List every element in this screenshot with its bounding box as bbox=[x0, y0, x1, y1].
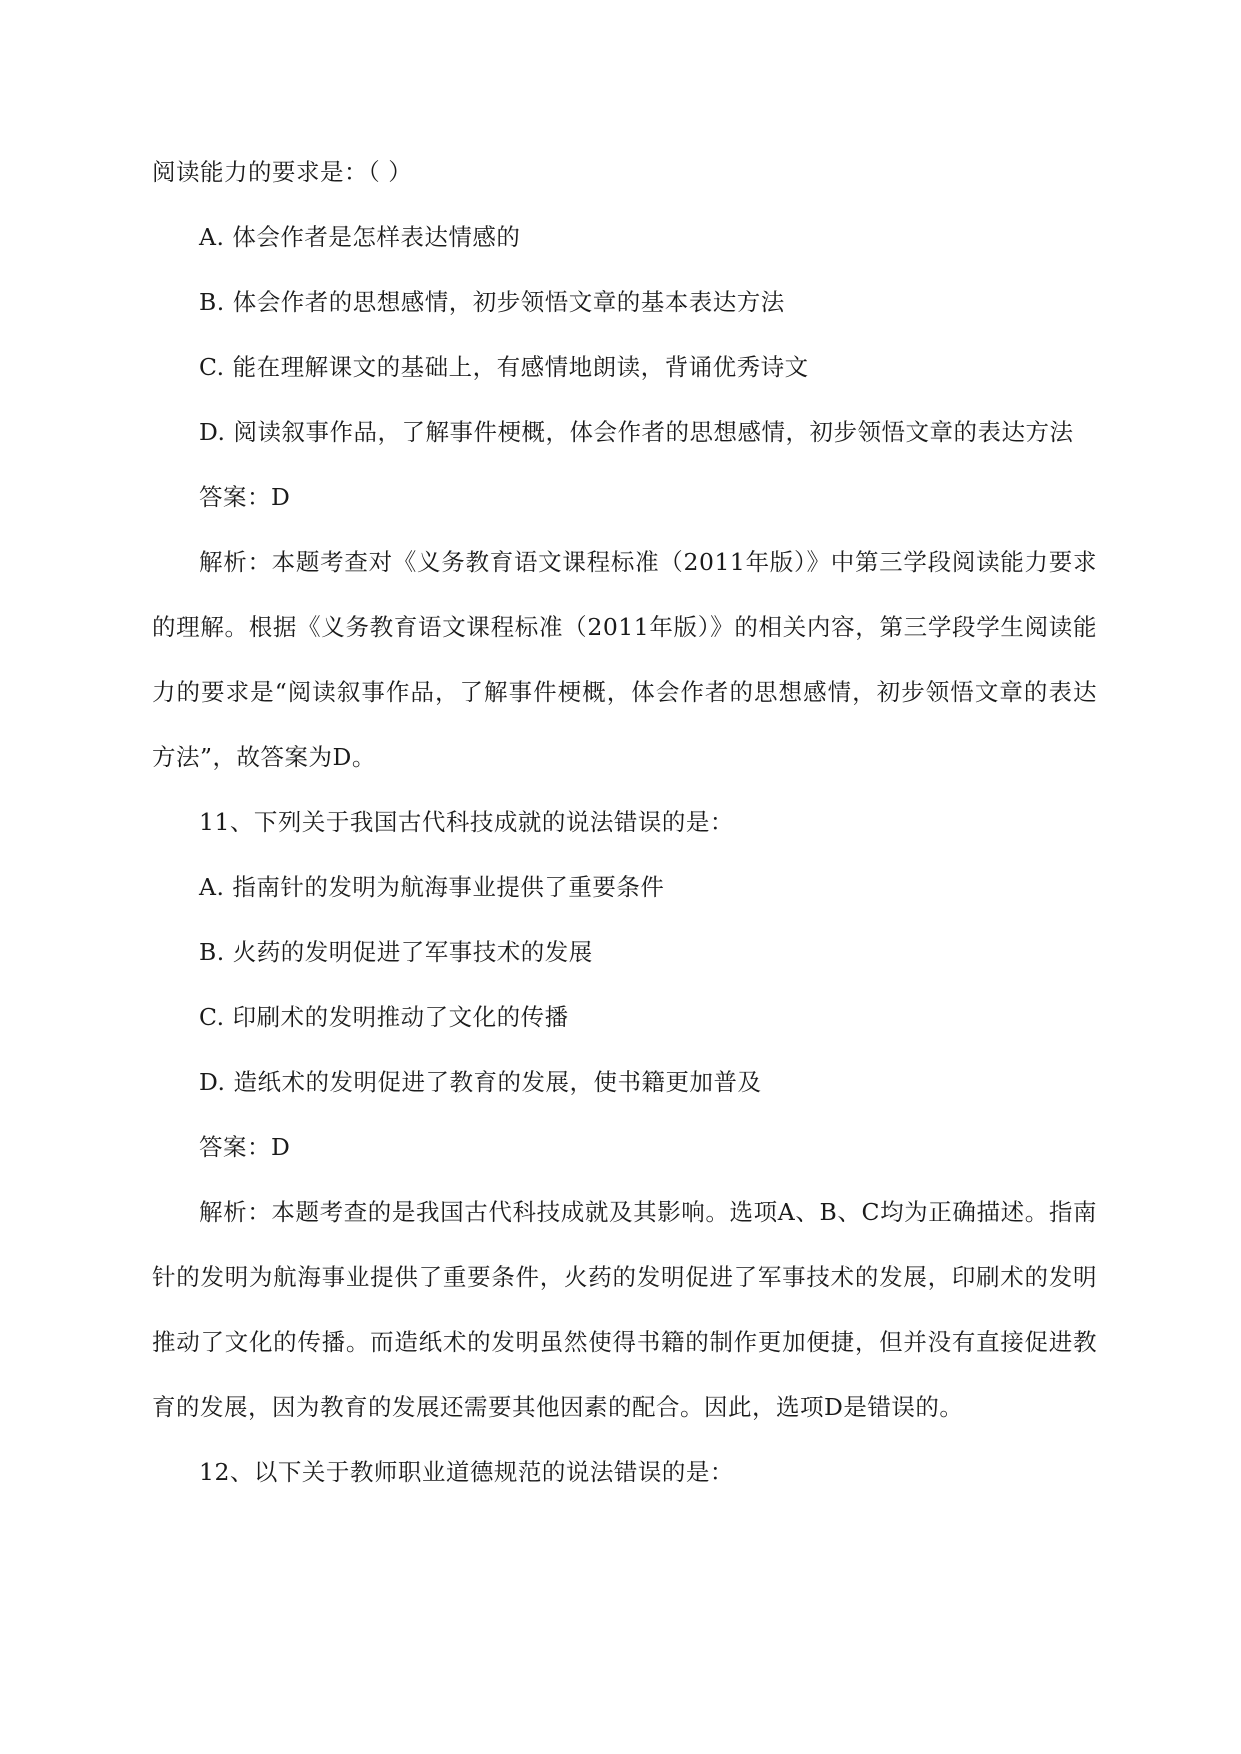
q11-option-c: C. 印刷术的发明推动了文化的传播 bbox=[199, 1003, 569, 1031]
q11-option-a: A. 指南针的发明为航海事业提供了重要条件 bbox=[199, 873, 665, 901]
q10-analysis: 解析：本题考查对《义务教育语文课程标准（2011年版）》中第三学段阅读能力要求的理解。根据《义务教育语文课程标准（2011年版）》的相关内容，第三学段学生阅读能力的要求是“阅读叙事作品，了解事件梗概，体会作者的思想感情，初步领悟文章的表达方法”，故答案为D。 bbox=[152, 548, 1097, 771]
q10-option-a: A. 体会作者是怎样表达情感的 bbox=[199, 223, 521, 251]
q11-analysis: 解析：本题考查的是我国古代科技成就及其影响。选项A、B、C均为正确描述。指南针的发明为航海事业提供了重要条件，火药的发明促进了军事技术的发展，印刷术的发明推动了文化的传播。而造纸术的发明虽然使得书籍的制作更加便捷，但并没有直接促进教育的发展，因为教育的发展还需要其他因素的配合。因此，选项D是错误的。 bbox=[152, 1198, 1097, 1421]
q10-option-d: D. 阅读叙事作品，了解事件梗概，体会作者的思想感情，初步领悟文章的表达方法 bbox=[199, 418, 1074, 446]
document-body bbox=[152, 140, 1097, 1505]
q11-option-b: B. 火药的发明促进了军事技术的发展 bbox=[199, 938, 593, 966]
q10-option-b: B. 体会作者的思想感情，初步领悟文章的基本表达方法 bbox=[199, 288, 785, 316]
q12-stem: 12、以下关于教师职业道德规范的说法错误的是： bbox=[199, 1458, 734, 1486]
q10-answer: 答案：D bbox=[199, 483, 291, 511]
q11-option-d: D. 造纸术的发明促进了教育的发展，使书籍更加普及 bbox=[199, 1068, 762, 1096]
q10-stem-continuation: 阅读能力的要求是：（ ） bbox=[152, 158, 413, 186]
q11-answer: 答案：D bbox=[199, 1133, 291, 1161]
q10-option-c: C. 能在理解课文的基础上，有感情地朗读，背诵优秀诗文 bbox=[199, 353, 809, 381]
q11-stem: 11、下列关于我国古代科技成就的说法错误的是： bbox=[199, 808, 734, 836]
